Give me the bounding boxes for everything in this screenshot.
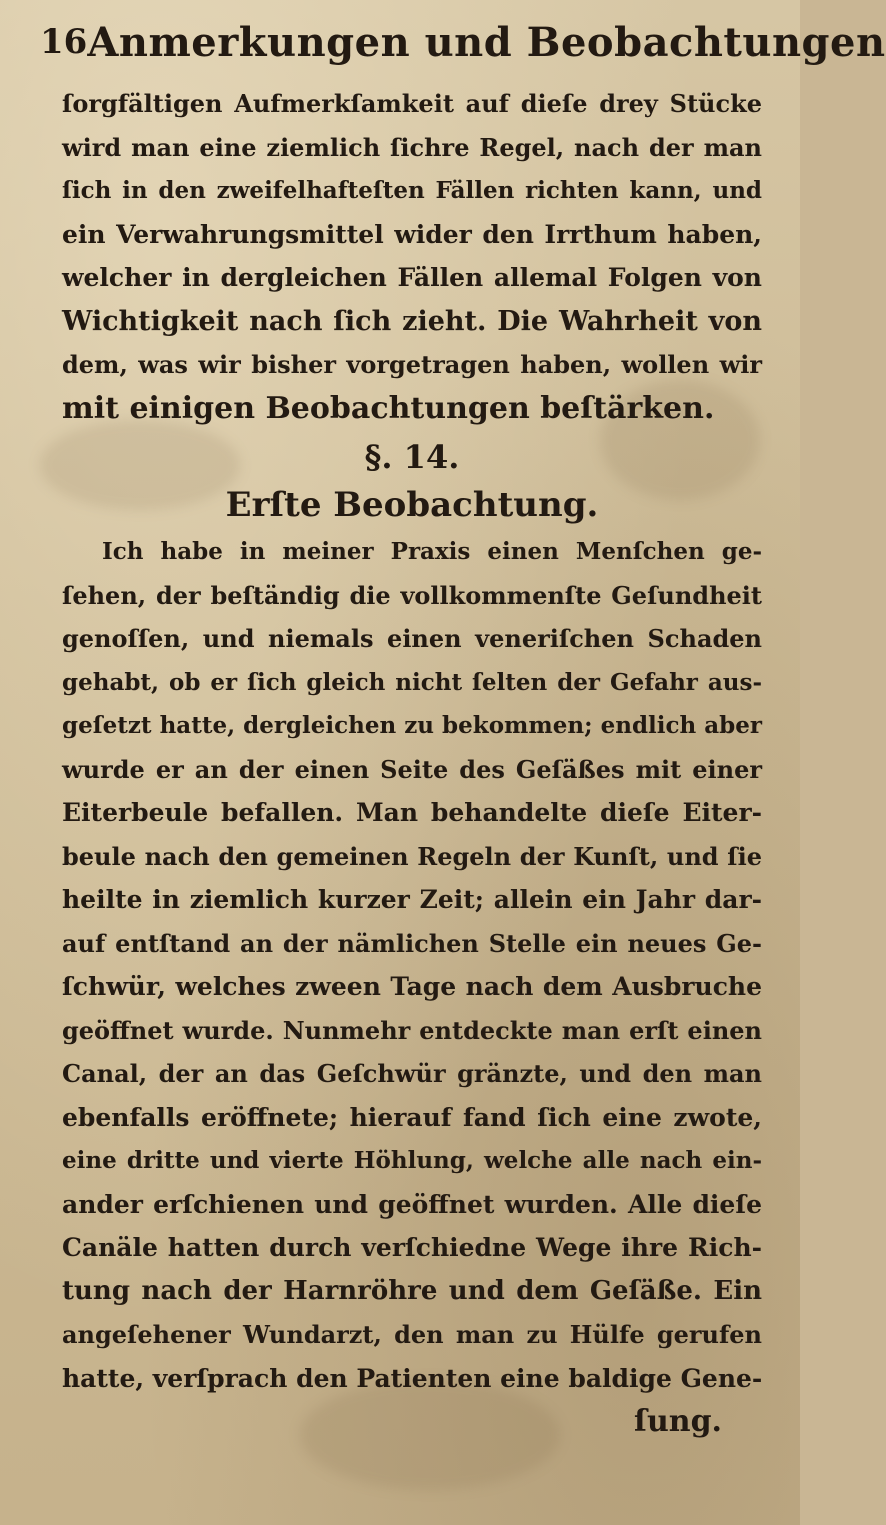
text-line: ſorgfältigen Aufmerkſamkeit auf dieſe drey Stücke bbox=[62, 89, 762, 118]
text-line: ein Verwahrungsmittel wider den Irrthum haben, bbox=[62, 219, 762, 249]
text-block bbox=[62, 82, 762, 1444]
text-line: tung nach der Harnröhre und dem Geſäße. Ein bbox=[62, 1275, 762, 1306]
text-line: Canal, der an das Geſchwür gränzte, und den man bbox=[62, 1059, 762, 1088]
text-line: Wichtigkeit nach ſich zieht. Die Wahrheit von bbox=[62, 305, 762, 337]
page-number: 16 bbox=[40, 22, 88, 62]
text-line: gehabt, ob er ſich gleich nicht ſelten der Gefahr aus- bbox=[62, 668, 762, 696]
text-line: ſich in den zweifelhafteſten Fällen richten kann, und bbox=[62, 177, 762, 204]
text-line: welcher in dergleichen Fällen allemal Folgen von bbox=[62, 263, 762, 292]
text-line: geöffnet wurde. Nunmehr entdeckte man erſt einen bbox=[62, 1015, 762, 1045]
section-title: Erſte Beobachtung. bbox=[225, 485, 599, 525]
text-line: genoſſen, und niemals einen veneriſchen Schaden bbox=[62, 624, 762, 653]
text-line: ander erſchienen und geöffnet wurden. Alle dieſe bbox=[62, 1189, 762, 1219]
text-line: geſetzt hatte, dergleichen zu bekommen; endlich aber bbox=[62, 712, 762, 739]
text-line: wurde er an der einen Seite des Geſäßes mit einer bbox=[62, 754, 762, 784]
text-line: eine dritte und vierte Höhlung, welche alle nach ein- bbox=[62, 1147, 762, 1174]
section-mark: §. 14. bbox=[364, 438, 460, 476]
text-line: Canäle hatten durch verſchiedne Wege ihre Rich- bbox=[62, 1233, 762, 1262]
text-line: Eiterbeule befallen. Man behandelte dieſe Eiter- bbox=[62, 798, 762, 827]
text-line: angeſehener Wundarzt, den man zu Hülfe gerufen bbox=[62, 1320, 762, 1349]
text-line: ſehen, der beſtändig die vollkommenſte Geſundheit bbox=[62, 580, 762, 610]
intro-paragraph bbox=[62, 82, 762, 430]
observation-paragraph bbox=[62, 530, 762, 1400]
text-line: hatte, verſprach den Patienten eine baldige Gene- bbox=[62, 1363, 763, 1393]
text-line: dem, was wir bisher vorgetragen haben, wollen wir bbox=[62, 350, 762, 379]
text-line: auf entſtand an der nämlichen Stelle ein neues Ge- bbox=[62, 928, 762, 958]
text-line: mit einigen Beobachtungen beſtärken. bbox=[62, 390, 715, 426]
running-head: Anmerkungen und Beobachtungen bbox=[87, 18, 886, 66]
text-line: wird man eine ziemlich ſichre Regel, nach der man bbox=[62, 132, 762, 162]
page-header bbox=[40, 12, 886, 72]
text-line: heilte in ziemlich kurzer Zeit; allein ein Jahr dar- bbox=[62, 885, 762, 914]
text-line: Ich habe in meiner Praxis einen Menſchen ge- bbox=[102, 538, 762, 565]
text-line: beule nach den gemeinen Regeln der Kunſt, und ſie bbox=[62, 841, 762, 871]
text-line: ſchwür, welches zween Tage nach dem Ausbruche bbox=[62, 972, 762, 1001]
catchword: ſung. bbox=[634, 1404, 722, 1439]
text-line: ebenfalls eröffnete; hierauf fand ſich eine zwote, bbox=[62, 1102, 762, 1132]
